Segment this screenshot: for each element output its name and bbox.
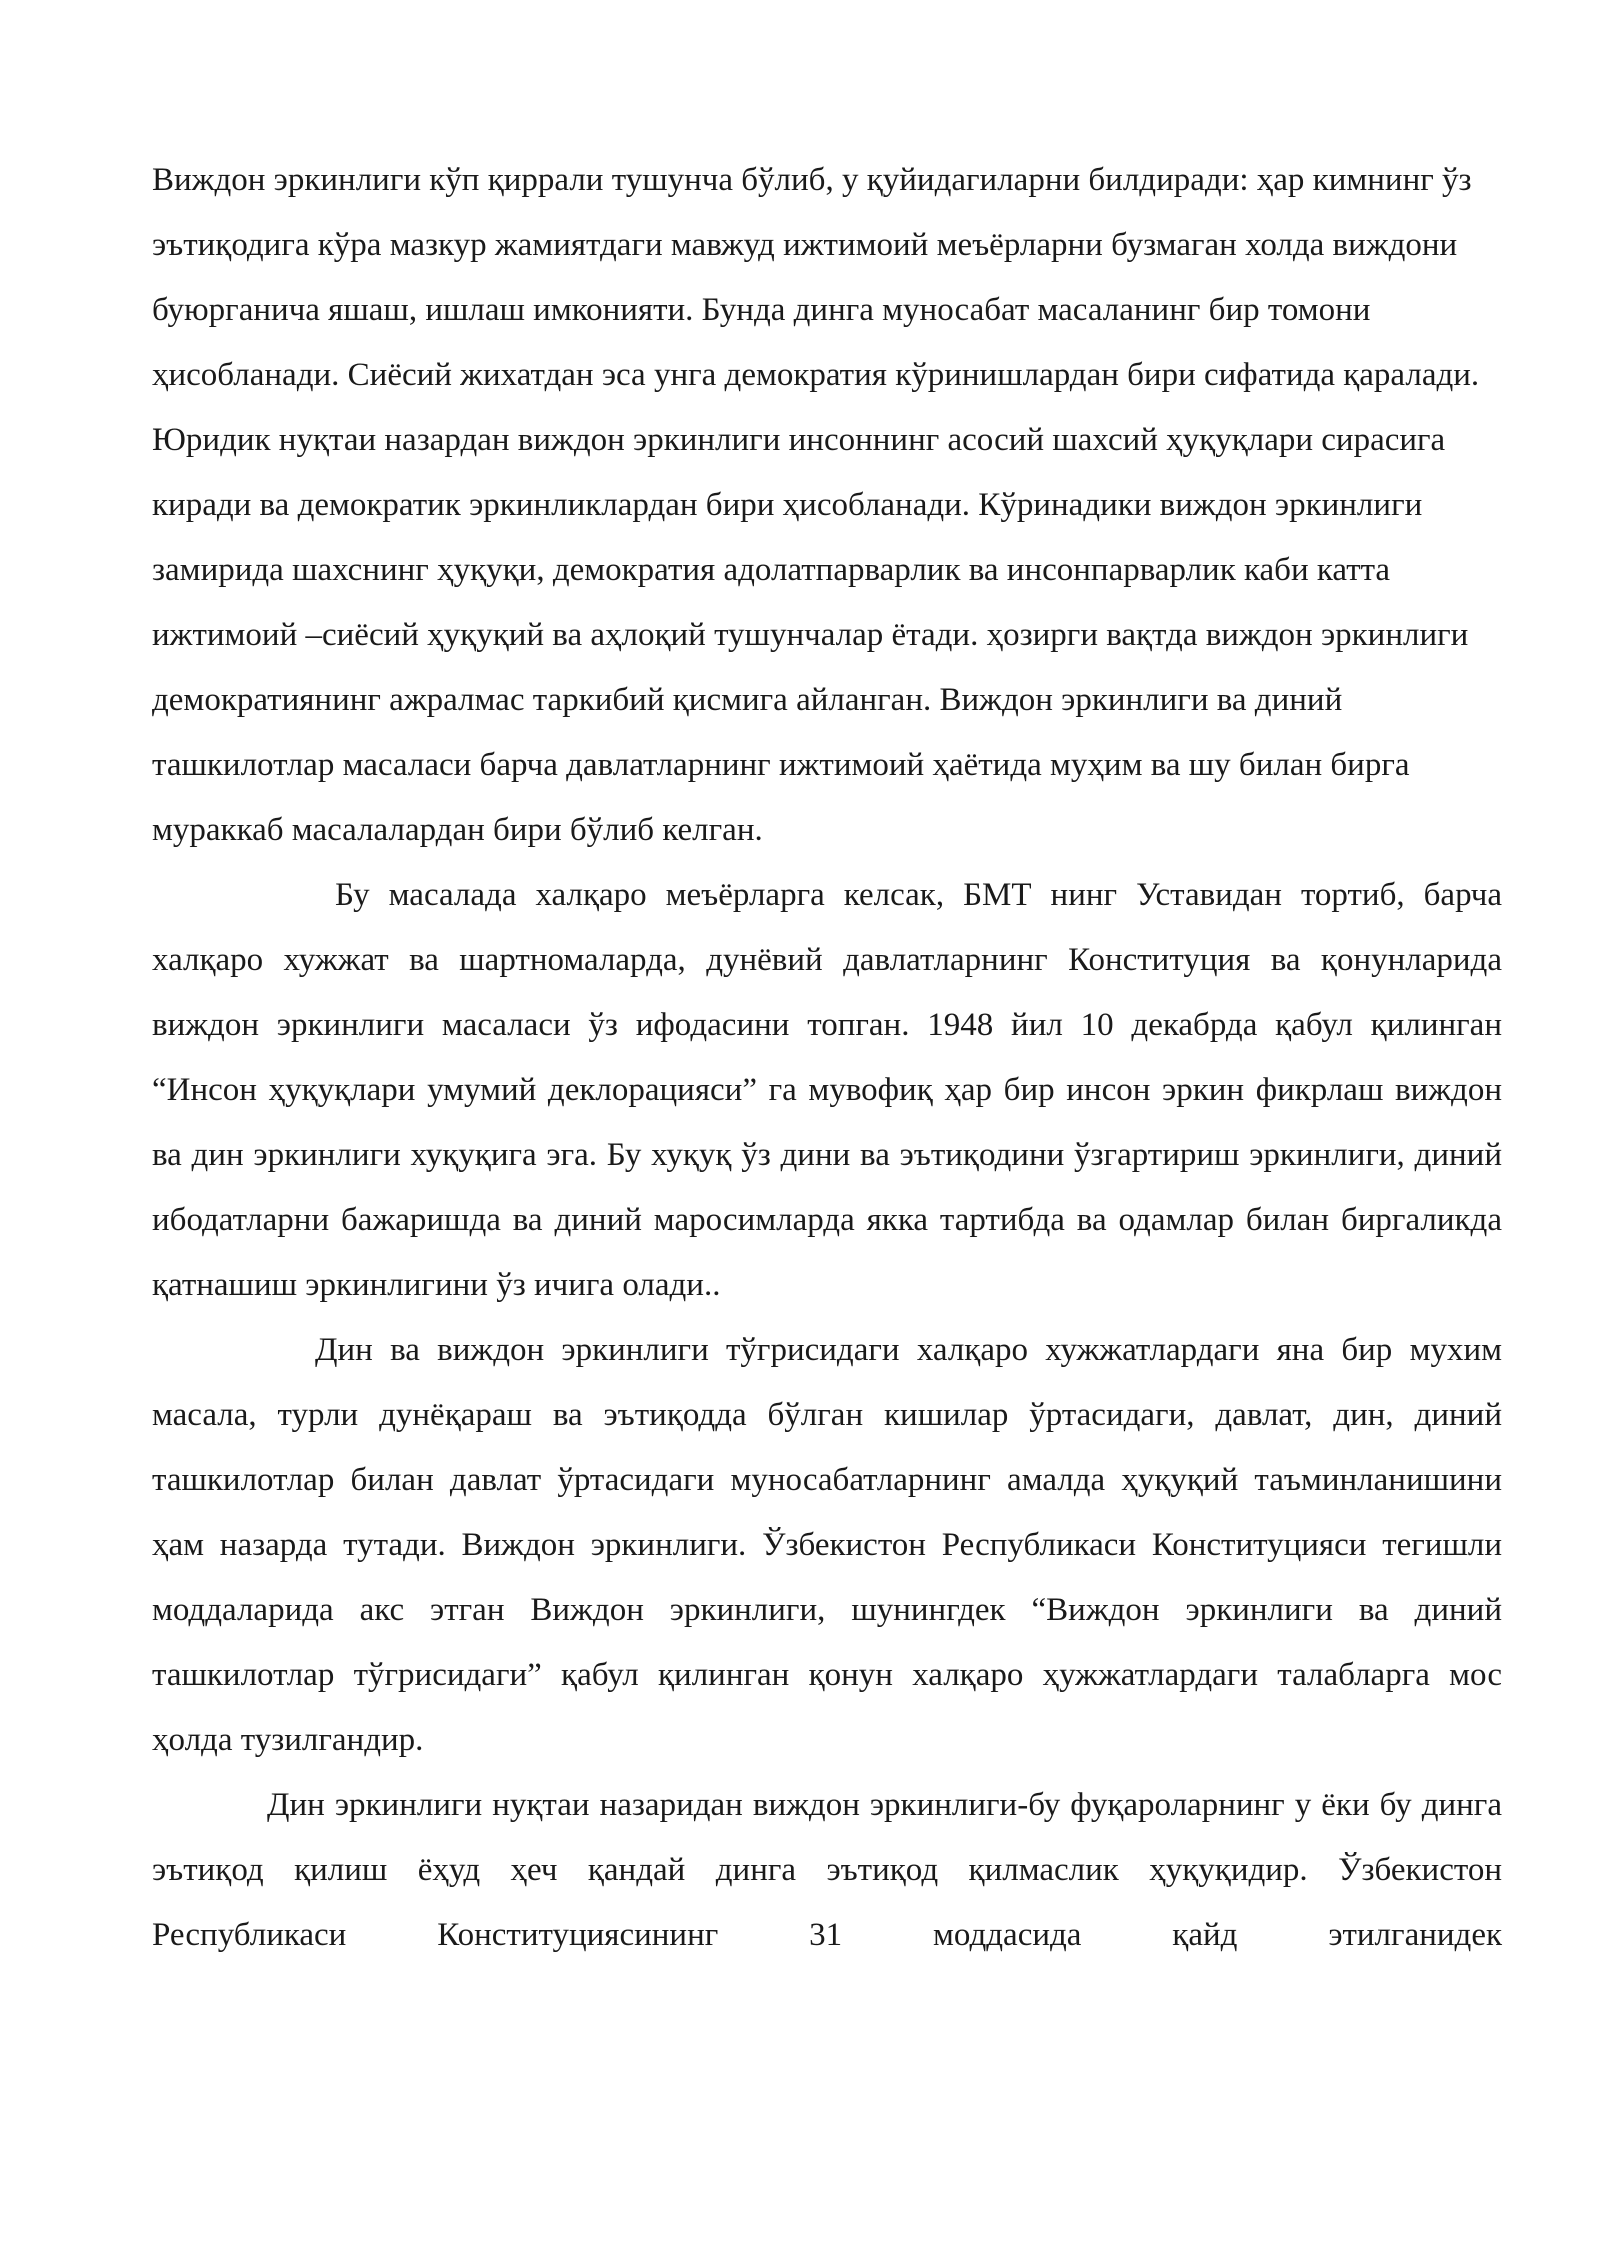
paragraph-4: Дин эркинлиги нуқтаи назаридан виждон эркинлиги-бу фуқароларнинг у ёки бу динга эътиқод қилиш ёҳуд ҳеч қандай динга эътиқод қилмаслик ҳуқуқидир. Ўзбекистон Республикаси Конституциясининг 31 моддасида қайд этилганидек <box>152 1787 1502 1953</box>
paragraph-3: Дин ва виждон эркинлиги тўгрисидаги халқаро хужжатлардаги яна бир мухим масала, турли дунёқараш ва эътиқодда бўлган кишилар ўртасидаги, давлат, дин, диний ташкилотлар билан давлат ўртасидаги муносабатларнинг амалда ҳуқуқий таъминланишини ҳам назарда тутади. Виждон эркинлиги. Ўзбекистон Республикаси Конституцияси тегишли моддаларида акс этган Виждон эркинлиги, шунингдек “Виждон эркинлиги ва диний ташкилотлар тўгрисидаги” қабул қилинган қонун халқаро ҳужжатлардаги талабларга мос ҳолда тузилгандир. <box>152 1332 1502 1758</box>
paragraph-2: Бу масалада халқаро меъёрларга келсак, БМТ нинг Уставидан тортиб, барча халқаро хужжат ва шартномаларда, дунёвий давлатларнинг Конституция ва қонунларида виждон эркинлиги масаласи ўз ифодасини топган. 1948 йил 10 декабрда қабул қилинган “Инсон ҳуқуқлари умумий деклорацияси” га мувофиқ ҳар бир инсон эркин фикрлаш виждон ва дин эркинлиги хуқуқига эга. Бу хуқуқ ўз дини ва эътиқодини ўзгартириш эркинлиги, диний ибодатларни бажаришда ва диний маросимларда якка тартибда ва одамлар билан биргаликда қатнашиш эркинлигини ўз ичига олади.. <box>152 877 1502 1303</box>
paragraph-1: Виждон эркинлиги кўп қиррали тушунча бўлиб, у қуйидагиларни билдиради: ҳар кимнинг ўз эътиқодига кўра мазкур жамиятдаги мавжуд ижтимоий меъёрларни бузмаган холда виждони буюрганича яшаш, ишлаш имконияти. Бунда динга муносабат масаланинг бир томони ҳисобланади. Сиёсий жихатдан эса унга демократия кўринишлардан бири сифатида қаралади. Юридик нуқтаи назардан виждон эркинлиги инсоннинг асосий шахсий ҳуқуқлари сирасига киради ва демократик эркинликлардан бири ҳисобланади. Кўринадики виждон эркинлиги замирида шахснинг ҳуқуқи, демократия адолатпарварлик ва инсонпарварлик каби катта ижтимоий –сиёсий ҳуқуқий ва аҳлоқий тушунчалар ётади. ҳозирги вақтда виждон эркинлиги демократиянинг ажралмас таркибий қисмига айланган. Виждон эркинлиги ва диний ташкилотлар масаласи барча давлатларнинг ижтимоий ҳаётида муҳим ва шу билан бирга мураккаб масалалардан бири бўлиб келган. <box>152 162 1480 848</box>
document-body <box>152 148 1502 1968</box>
